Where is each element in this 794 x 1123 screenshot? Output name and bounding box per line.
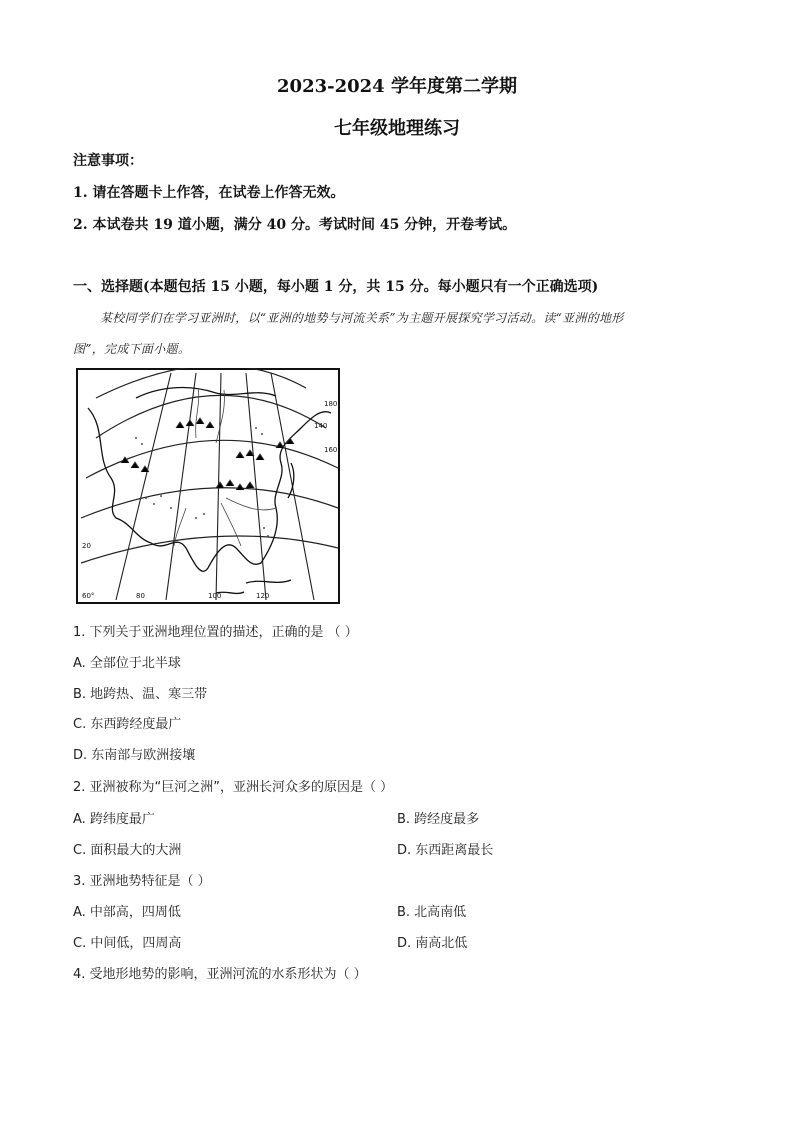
lon-label-120: 120	[256, 592, 270, 600]
question-1-stem: 1. 下列关于亚洲地理位置的描述，正确的是 （ ）	[73, 625, 358, 640]
lon-label-140: 140	[314, 422, 328, 430]
question-2-option-d: D. 东西距离最长	[397, 843, 494, 858]
question-3-option-b: B. 北高南低	[397, 905, 467, 920]
lat-label-20: 20	[82, 542, 91, 550]
question-2-option-b: B. 跨经度最多	[397, 812, 480, 827]
lon-label-180: 180	[324, 400, 338, 408]
question-1-option-d: D. 东南部与欧洲接壤	[73, 748, 196, 763]
question-3-option-c: C. 中间低，四周高	[73, 936, 182, 951]
question-3-option-d: D. 南高北低	[397, 936, 468, 951]
question-1-option-c: C. 东西跨经度最广	[73, 717, 182, 732]
exam-title: 2023-2024 学年度第二学期	[277, 76, 517, 97]
section-intro-line-1: 某校同学们在学习亚洲时，以“亚洲的地势与河流关系”为主题开展探究学习活动。读“亚洲的地形	[100, 311, 624, 325]
question-1-option-b: B. 地跨热、温、寒三带	[73, 687, 208, 702]
section-heading: 一、选择题(本题包括 15 小题，每小题 1 分，共 15 分。每小题只有一个正确选项)	[73, 279, 599, 295]
notice-item-2: 2. 本试卷共 19 道小题，满分 40 分。考试时间 45 分钟，开卷考试。	[73, 217, 517, 233]
lon-label-100: 100	[208, 592, 222, 600]
question-3-option-a: A. 中部高，四周低	[73, 905, 181, 920]
lon-label-60: 60°	[82, 592, 95, 600]
lon-label-80: 80	[136, 592, 145, 600]
asia-topographic-map	[76, 368, 340, 604]
question-1-option-a: A. 全部位于北半球	[73, 656, 181, 671]
exam-subtitle: 七年级地理练习	[334, 118, 460, 139]
notice-item-1: 1. 请在答题卡上作答，在试卷上作答无效。	[73, 185, 345, 201]
question-2-stem: 2. 亚洲被称为“巨河之洲”，亚洲长河众多的原因是（ ）	[73, 780, 394, 795]
notice-heading: 注意事项：	[73, 153, 143, 169]
lon-label-160: 160	[324, 446, 338, 454]
question-2-option-c: C. 面积最大的大洲	[73, 843, 182, 858]
question-3-stem: 3. 亚洲地势特征是（ ）	[73, 874, 211, 889]
section-intro-line-2: 图”，完成下面小题。	[73, 342, 191, 356]
question-2-option-a: A. 跨纬度最广	[73, 812, 155, 827]
question-4-stem: 4. 受地形地势的影响，亚洲河流的水系形状为（ ）	[73, 967, 367, 982]
